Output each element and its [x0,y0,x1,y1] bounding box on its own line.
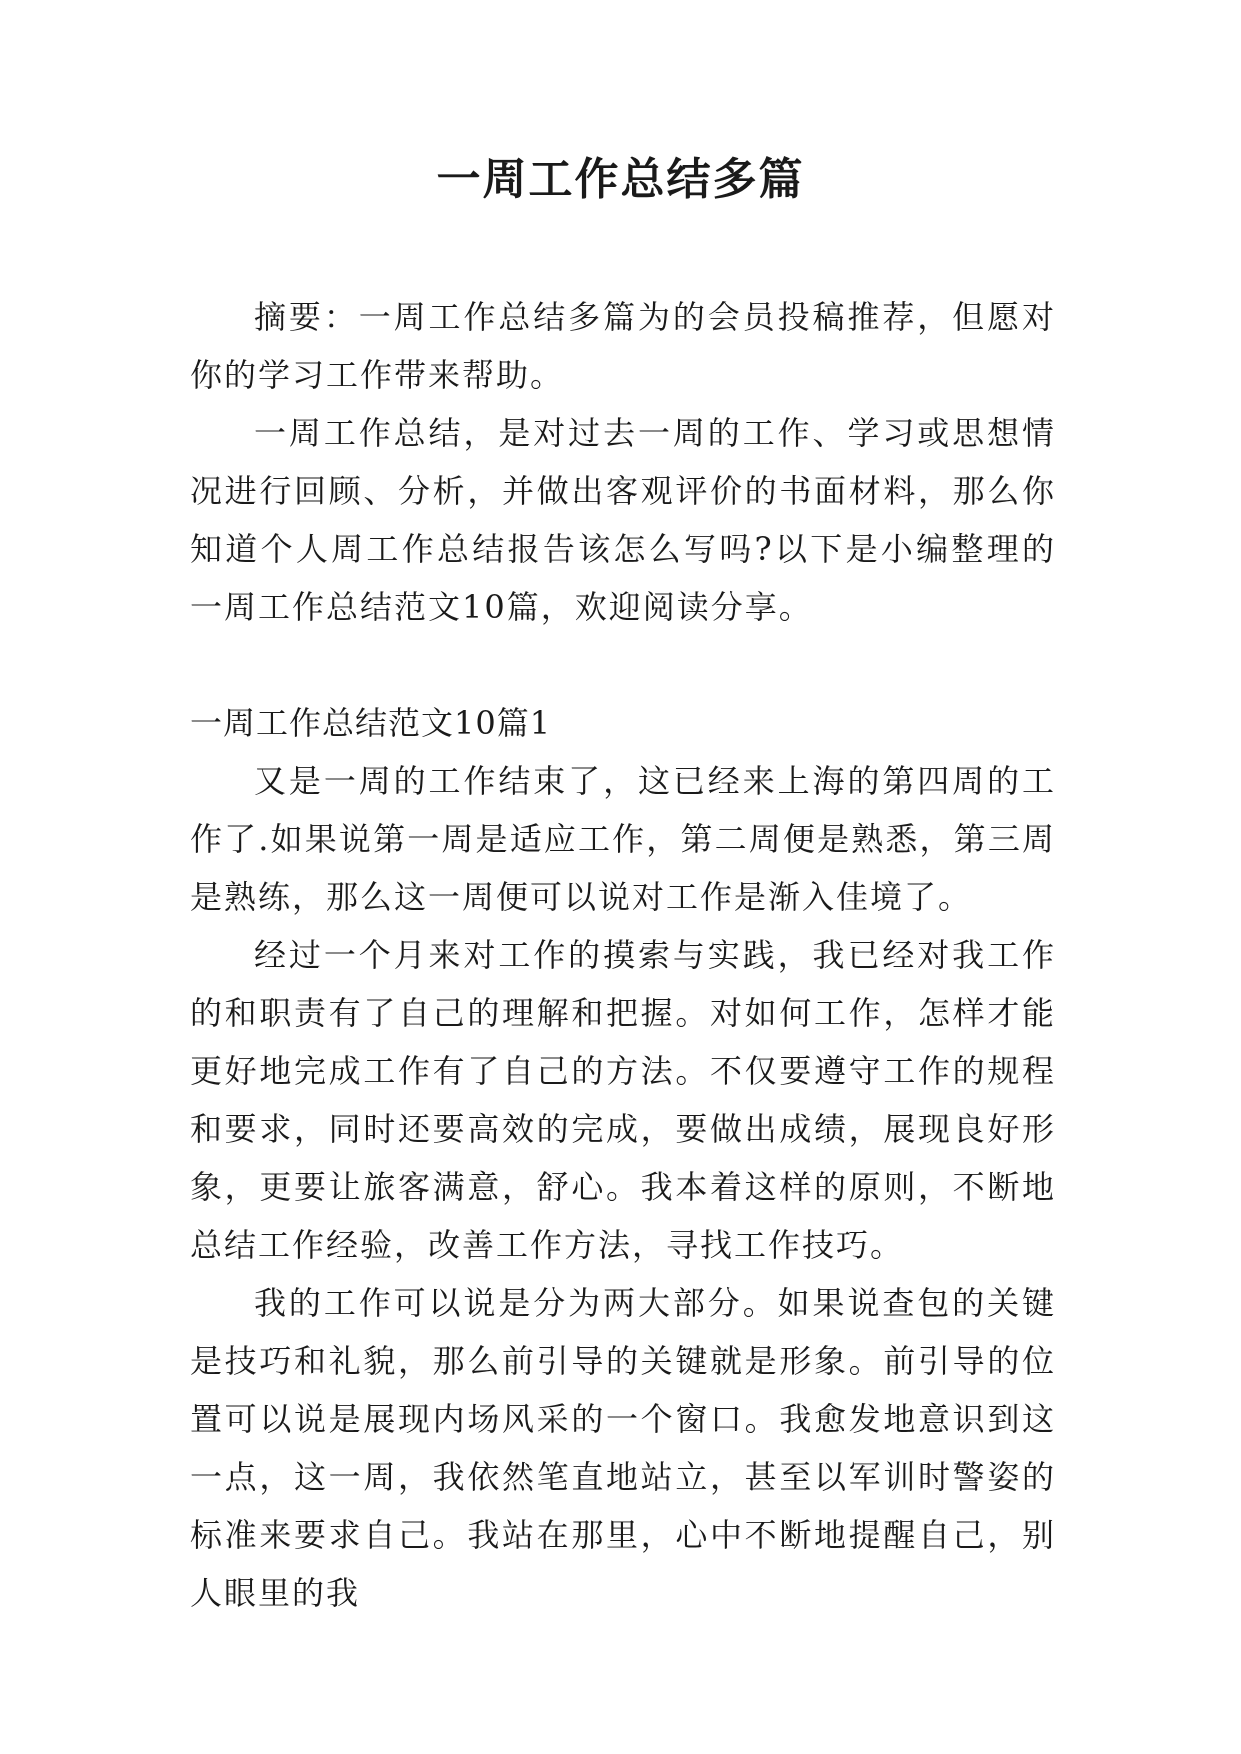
section-heading: 一周工作总结范文10篇1 [190,704,552,742]
body-paragraph: 又是一周的工作结束了，这已经来上海的第四周的工作了.如果说第一周是适应工作，第二周便是熟悉，第三周是熟练，那么这一周便可以说对工作是渐入佳境了。 [190,762,1056,916]
section-spacer [190,636,1056,694]
document-body [190,288,1056,1622]
document-title: 一周工作总结多篇 [436,154,805,205]
body-paragraph: 我的工作可以说是分为两大部分。如果说查包的关键是技巧和礼貌，那么前引导的关键就是形象。前引导的位置可以说是展现内场风采的一个窗口。我愈发地意识到这一点，这一周，我依然笔直地站立，甚至以军训时警姿的标准来要求自己。我站在那里，心中不断地提醒自己，别人眼里的我 [190,1284,1056,1612]
intro-paragraph: 一周工作总结，是对过去一周的工作、学习或思想情况进行回顾、分析，并做出客观评价的书面材料，那么你知道个人周工作总结报告该怎么写吗?以下是小编整理的一周工作总结范文10篇，欢迎阅读分享。 [190,414,1056,626]
body-paragraph: 经过一个月来对工作的摸索与实践，我已经对我工作的和职责有了自己的理解和把握。对如何工作，怎样才能更好地完成工作有了自己的方法。不仅要遵守工作的规程和要求，同时还要高效的完成，要做出成绩，展现良好形象，更要让旅客满意，舒心。我本着这样的原则，不断地总结工作经验，改善工作方法，寻找工作技巧。 [190,936,1056,1264]
abstract-paragraph: 摘要：一周工作总结多篇为的会员投稿推荐，但愿对你的学习工作带来帮助。 [190,298,1056,394]
